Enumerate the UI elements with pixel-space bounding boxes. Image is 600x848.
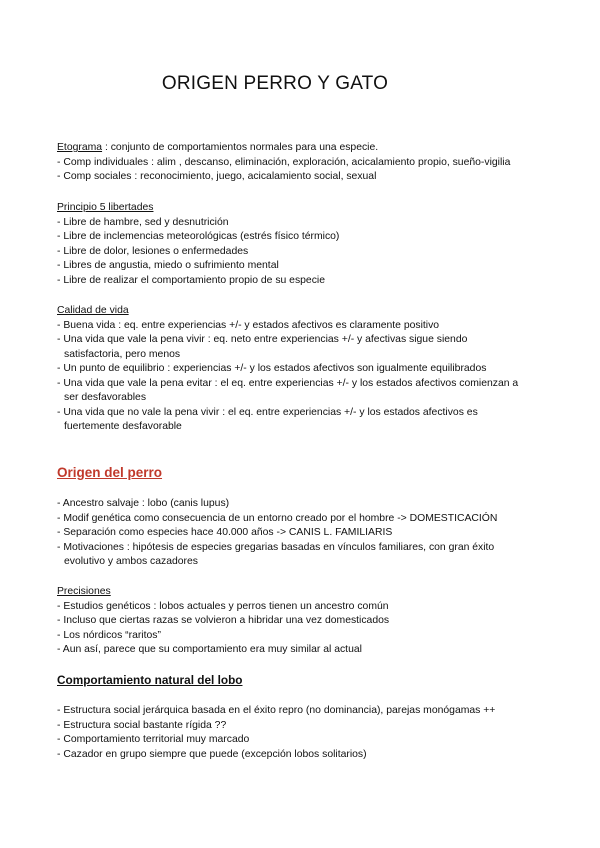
libertades-heading: Principio 5 libertades xyxy=(57,202,154,213)
list-item: - Un punto de equilibrio : experiencias +/- y los estados afectivos son igualmente equilibrados xyxy=(57,363,487,374)
list-item: - Cazador en grupo siempre que puede (excepción lobos solitarios) xyxy=(57,748,367,760)
list-item: - Comp individuales : alim , descanso, eliminación, exploración, acicalamiento propio, sueño-vigilia xyxy=(57,156,511,168)
calidad-section xyxy=(57,304,557,435)
etograma-definition-line xyxy=(57,141,557,156)
etograma-term: Etograma xyxy=(57,142,103,153)
list-item: - Incluso que ciertas razas se volvieron a hibridar una vez domesticados xyxy=(57,615,390,626)
list-item: - Estructura social jerárquica basada en el éxito repro (no dominancia), parejas monógamas ++ xyxy=(57,705,496,716)
list-item: - Comportamiento territorial muy marcado xyxy=(57,734,250,745)
origen-section xyxy=(57,497,557,570)
list-item-continuation: evolutivo y ambos cazadores xyxy=(64,556,198,567)
origen-heading: Origen del perro xyxy=(57,465,163,480)
list-item-continuation: ser desfavorables xyxy=(64,392,147,403)
etograma-section xyxy=(57,141,557,185)
list-item-continuation: satisfactoria, pero menos xyxy=(64,348,181,360)
list-item: - Modif genética como consecuencia de un entorno creado por el hombre -> DOMESTICACIÓN xyxy=(57,512,498,524)
lobo-heading: Comportamiento natural del lobo xyxy=(57,673,243,687)
list-item: - Aun así, parece que su comportamiento era muy similar al actual xyxy=(57,644,362,655)
list-item: - Libres de angustia, miedo o sufrimiento mental xyxy=(57,260,279,271)
list-item: - Libre de realizar el comportamiento propio de su especie xyxy=(57,274,325,286)
list-item: - Libre de inclemencias meteorológicas (estrés físico térmico) xyxy=(57,231,340,242)
precisiones-section xyxy=(57,585,557,658)
list-item: - Comp sociales : reconocimiento, juego, acicalamiento social, sexual xyxy=(57,171,377,182)
libertades-section xyxy=(57,201,557,288)
list-item: - Los nórdicos “raritos” xyxy=(57,629,161,641)
list-item: - Estudios genéticos : lobos actuales y perros tienen un ancestro común xyxy=(57,600,389,612)
list-item: - Motivaciones : hipótesis de especies gregarias basadas en vínculos familiares, con gran éxito xyxy=(57,541,495,553)
list-item: - Estructura social bastante rígida ?? xyxy=(57,719,227,731)
lobo-section xyxy=(57,704,557,762)
list-item: - Libre de dolor, lesiones o enfermedades xyxy=(57,245,249,257)
calidad-heading: Calidad de vida xyxy=(57,305,129,316)
etograma-definition: : conjunto de comportamientos normales para una especie. xyxy=(102,142,379,153)
precisiones-heading: Precisiones xyxy=(57,586,111,597)
list-item-continuation: fuertemente desfavorable xyxy=(64,421,182,432)
list-item: - Libre de hambre, sed y desnutrición xyxy=(57,216,229,228)
list-item: - Separación como especies hace 40.000 años -> CANIS L. FAMILIARIS xyxy=(57,527,393,538)
list-item: - Una vida que no vale la pena vivir : el eq. entre experiencias +/- y los estados afectivos es xyxy=(57,406,478,418)
list-item: - Una vida que vale la pena evitar : el eq. entre experiencias +/- y los estados afectivos comienzan a xyxy=(57,377,519,389)
list-item: - Ancestro salvaje : lobo (canis lupus) xyxy=(57,498,230,509)
page-title: ORIGEN PERRO Y GATO xyxy=(161,73,389,94)
list-item: - Buena vida : eq. entre experiencias +/- y estados afectivos es claramente positivo xyxy=(57,319,440,331)
list-item: - Una vida que vale la pena vivir : eq. neto entre experiencias +/- y afectivas sigue siendo xyxy=(57,334,468,345)
